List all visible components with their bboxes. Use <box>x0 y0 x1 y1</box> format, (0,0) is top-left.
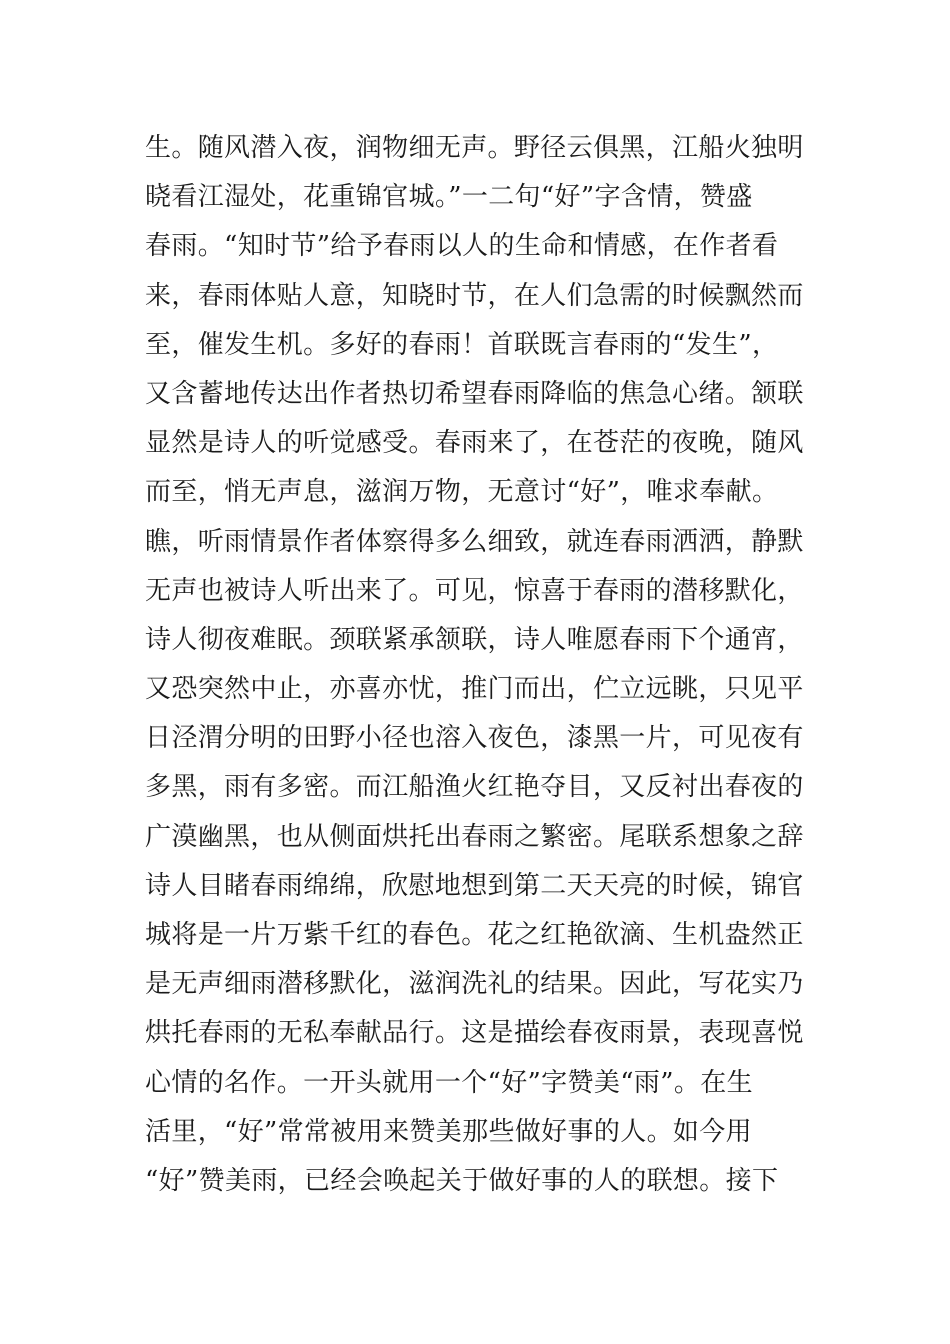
text-line: 广漠幽黑，也从侧面烘托出春雨之繁密。尾联系想象之辞 <box>145 821 804 852</box>
text-line: 诗人目睹春雨绵绵，欣慰地想到第二天天亮的时候，锦官 <box>145 870 804 901</box>
text-line: 而至，悄无声息，滋润万物，无意讨“好”，唯求奉献。 <box>145 477 779 508</box>
text-line: 无声也被诗人听出来了。可见，惊喜于春雨的潜移默化， <box>145 575 804 606</box>
text-line: 生。随风潜入夜，润物细无声。野径云俱黑，江船火独明 <box>145 133 804 163</box>
text-line: 又恐突然中止，亦喜亦忧，推门而出，伫立远眺，只见平 <box>145 674 804 705</box>
text-line: 晓看江湿处，花重锦官城。”一二句“好”字含情，赞盛 <box>145 182 753 213</box>
text-line: 诗人彻夜难眠。颈联紧承颔联，诗人唯愿春雨下个通宵， <box>145 624 804 655</box>
text-line: “好”赞美雨，已经会唤起关于做好事的人的联想。接下 <box>145 1165 779 1196</box>
text-line: 多黑，雨有多密。而江船渔火红艳夺目，又反衬出春夜的 <box>145 772 804 803</box>
text-line: 瞧，听雨情景作者体察得多么细致，就连春雨洒洒，静默 <box>145 526 804 557</box>
text-line: 是无声细雨潜移默化，滋润洗礼的结果。因此，写花实乃 <box>145 969 804 1000</box>
text-line: 城将是一片万紫千红的春色。花之红艳欲滴、生机盎然正 <box>145 920 804 950</box>
text-line: 又含蓄地传达出作者热切希望春雨降临的焦急心绪。颔联 <box>145 378 804 409</box>
text-line: 来，春雨体贴人意，知晓时节，在人们急需的时候飘然而 <box>145 280 804 311</box>
text-line: 烘托春雨的无私奉献品行。这是描绘春夜雨景，表现喜悦 <box>145 1018 804 1049</box>
text-line: 至，催发生机。多好的春雨！首联既言春雨的“发生”， <box>145 329 779 360</box>
text-line: 春雨。“知时节”给予春雨以人的生命和情感，在作者看 <box>145 231 779 262</box>
text-line: 显然是诗人的听觉感受。春雨来了，在苍茫的夜晚，随风 <box>145 428 804 459</box>
text-line: 日泾渭分明的田野小径也溶入夜色，漆黑一片，可见夜有 <box>145 723 804 754</box>
body-text <box>145 124 815 1206</box>
text-line: 活里，“好”常常被用来赞美那些做好事的人。如今用 <box>145 1116 752 1147</box>
text-line: 心情的名作。一开头就用一个“好”字赞美“雨”。在生 <box>145 1067 753 1098</box>
